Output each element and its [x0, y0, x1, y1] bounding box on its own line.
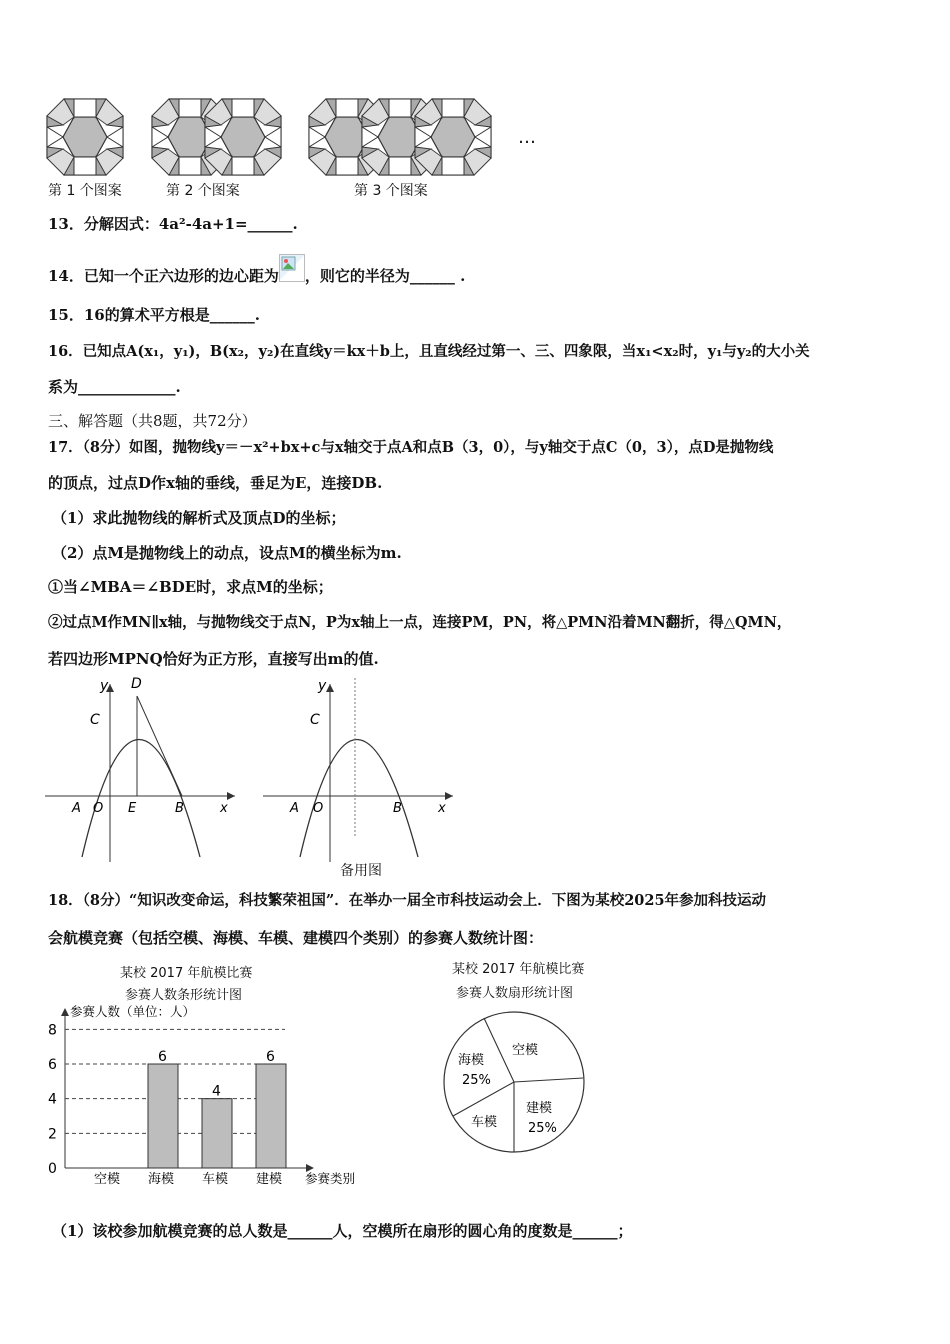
- pattern-1: [47, 99, 123, 175]
- pie-chart-subtitle: 参赛人数扇形统计图: [456, 986, 574, 1001]
- pie-label-haimo: 海模: [458, 1053, 485, 1068]
- caption-pattern-3: 第 3 个图案: [354, 183, 428, 199]
- bar-3: [256, 1064, 286, 1168]
- bar-category-label: 车模: [202, 1172, 229, 1187]
- ellipsis: …: [518, 127, 536, 148]
- question-18-part1: （1）该校参加航模竞赛的总人数是______人，空模所在扇形的圆心角的度数是______；: [52, 1222, 633, 1240]
- parabola-figure-spare: [258, 672, 468, 867]
- question-17-part2: （2）点M是抛物线上的动点，设点M的横坐标为m.: [52, 544, 402, 562]
- pie-label-chemo: 车模: [471, 1115, 498, 1130]
- bar-category-label: 建模: [256, 1172, 283, 1187]
- pie-pct-haimo: 25%: [462, 1073, 491, 1088]
- spare-label-A: A: [290, 801, 299, 816]
- spare-label-y: y: [318, 678, 327, 694]
- broken-image-icon: [279, 254, 305, 282]
- label-y: y: [100, 678, 109, 694]
- pattern-figures: [40, 95, 560, 180]
- label-C: C: [90, 712, 100, 728]
- label-E: E: [128, 801, 137, 816]
- question-15: 15．16的算术平方根是______.: [48, 306, 260, 324]
- bar-y-tick-label: 8: [48, 1022, 57, 1039]
- bar-category-label: 空模: [94, 1172, 121, 1187]
- question-14-before: 14．已知一个正六边形的边心距为: [48, 267, 279, 285]
- bar-chart-subtitle: 参赛人数条形统计图: [125, 988, 243, 1003]
- pie-chart: [436, 1004, 596, 1164]
- question-17-sub2-line1: ②过点M作MN∥x轴，与抛物线交于点N，P为x轴上一点，连接PM，PN，将△PMN沿着MN翻折，得△QMN，: [48, 614, 792, 631]
- parabola-figure-main: [40, 672, 250, 867]
- bar-y-tick-label: 2: [48, 1126, 57, 1143]
- question-18-line1: 18．（8分）“知识改变命运，科技繁荣祖国”．在举办一届全市科技运动会上．下图为某校2025年参加科技运动: [48, 892, 767, 909]
- label-A: A: [72, 801, 81, 816]
- question-16-line2: 系为_____________.: [48, 378, 181, 396]
- spare-figure-caption: 备用图: [340, 863, 382, 879]
- spare-label-C: C: [310, 712, 320, 728]
- bar-chart-title: 某校 2017 年航模比赛: [120, 966, 253, 981]
- label-B: B: [175, 801, 184, 816]
- question-14-after: ，则它的半径为______ .: [304, 267, 466, 285]
- label-O: O: [93, 801, 104, 816]
- bar-y-tick-label: 0: [48, 1161, 57, 1177]
- question-18-line2: 会航模竞赛（包括空模、海模、车模、建模四个类别）的参赛人数统计图：: [48, 929, 544, 947]
- question-16-line1: 16．已知点A(x₁，y₁)，B(x₂，y₂)在直线y＝kx＋b上，且直线经过第一、三、四象限，当x₁<x₂时，y₁与y₂的大小关: [48, 343, 810, 360]
- label-x: x: [220, 801, 228, 816]
- bar-data-label: 6: [158, 1049, 167, 1065]
- caption-pattern-2: 第 2 个图案: [166, 183, 240, 199]
- caption-pattern-1: 第 1 个图案: [48, 183, 122, 199]
- question-17-part1: （1）求此抛物线的解析式及顶点D的坐标；: [52, 509, 346, 527]
- bar-data-label: 6: [266, 1049, 275, 1065]
- bar-chart: [40, 1000, 380, 1195]
- question-17-line2: 的顶点，过点D作x轴的垂线，垂足为E，连接DB.: [48, 474, 383, 492]
- pie-chart-title: 某校 2017 年航模比赛: [452, 962, 585, 977]
- bar-category-label: 海模: [148, 1172, 175, 1187]
- spare-label-x: x: [438, 801, 446, 816]
- label-D: D: [131, 676, 142, 692]
- pie-pct-jianmo: 25%: [528, 1121, 557, 1136]
- pie-label-jianmo: 建模: [526, 1101, 553, 1116]
- spare-label-B: B: [393, 801, 402, 816]
- question-17-sub2-line2: 若四边形MPNQ恰好为正方形，直接写出m的值.: [48, 650, 379, 668]
- spare-label-O: O: [313, 801, 324, 816]
- bar-1: [148, 1064, 178, 1168]
- question-17-sub1: ①当∠MBA＝∠BDE时，求点M的坐标；: [48, 578, 333, 596]
- bar-data-label: 4: [212, 1083, 221, 1100]
- question-13: 13．分解因式：4a²-4a+1=______.: [48, 215, 298, 233]
- bar-chart-xlabel: 参赛类别: [305, 1171, 356, 1186]
- bar-y-tick-label: 6: [48, 1057, 57, 1073]
- question-14: [48, 258, 465, 286]
- bar-y-tick-label: 4: [48, 1091, 57, 1108]
- pattern-3: [309, 99, 491, 175]
- question-17-line1: 17．（8分）如图，抛物线y＝－x²+bx+c与x轴交于点A和点B（3，0），与y轴交于点C（0，3），点D是抛物线: [48, 439, 774, 456]
- bar-2: [202, 1099, 232, 1168]
- pattern-2: [152, 99, 281, 175]
- pie-label-kongmo: 空模: [512, 1043, 539, 1058]
- section-3-title: 三、解答题（共8题，共72分）: [48, 412, 257, 430]
- bar-chart-ylabel: 参赛人数（单位：人）: [70, 1004, 196, 1019]
